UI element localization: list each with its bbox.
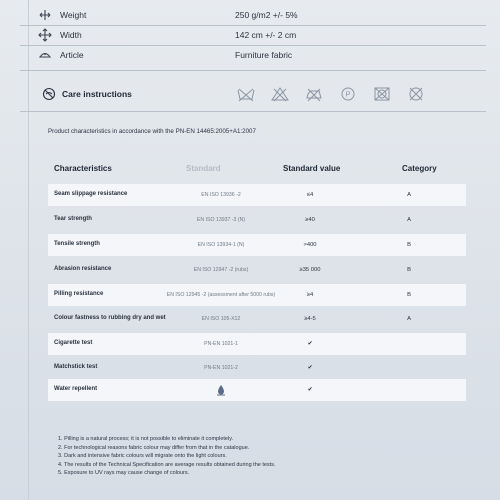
- cell-value: ✔: [307, 340, 313, 347]
- cell-value: ≤4: [306, 191, 314, 198]
- footnote: 1. Pilling is a natural process; it is not possible to eliminate it completely.: [58, 436, 234, 442]
- table-row: [48, 379, 466, 401]
- svg-text:P: P: [345, 91, 351, 99]
- cell-category: A: [407, 191, 411, 198]
- cell-standard: EN ISO 12947 -2 (rubs): [193, 266, 249, 273]
- table-row: [48, 357, 466, 379]
- cell-standard: EN ISO 13936 -2: [201, 191, 241, 198]
- cell-characteristic: Abrasion resistance: [54, 266, 112, 273]
- left-rule: [28, 0, 29, 500]
- spec-row-width: [38, 25, 488, 45]
- table-row: [48, 333, 466, 355]
- spec-value: 250 g/m2 +/- 5%: [235, 10, 298, 20]
- article-tag-icon: [38, 48, 52, 62]
- do-not-tumble-dry-icon: [372, 86, 392, 102]
- cell-standard: EN ISO 13934-1 (N): [197, 241, 245, 248]
- care-instructions-icon: [42, 87, 56, 101]
- cell-category: [374, 333, 444, 355]
- cell-characteristic: Water repellent: [54, 386, 98, 393]
- spec-label: Width: [60, 30, 82, 40]
- cell-value: ✔: [307, 364, 313, 371]
- cell-value: ≥4-5: [304, 315, 316, 322]
- footnote: 5. Exposure to UV rays may cause change of colours.: [58, 470, 190, 477]
- cell-value: ≥4: [306, 291, 314, 298]
- spec-row-weight: [38, 5, 488, 25]
- cell-characteristic: Tensile strength: [54, 241, 100, 248]
- footnote: 2. For technological reasons fabric colour may differ from that in the catalogue.: [58, 444, 250, 451]
- spec-value: Furniture fabric: [235, 50, 293, 60]
- table-row: [48, 184, 466, 206]
- header-characteristics: Characteristics: [54, 164, 112, 173]
- table-row: [48, 209, 466, 231]
- care-instructions-title: Care instructions: [62, 89, 132, 99]
- cell-characteristic: Matchstick test: [54, 364, 98, 371]
- table-row: [48, 259, 466, 281]
- cell-category: B: [407, 291, 411, 298]
- cell-category: B: [407, 241, 411, 248]
- cell-category: A: [407, 315, 411, 322]
- header-category: Category: [402, 164, 437, 173]
- spec-value: 142 cm +/- 2 cm: [235, 30, 297, 40]
- cell-standard: PN-EN 1021-1: [204, 340, 238, 347]
- spec-row-article: [38, 45, 488, 65]
- cell-value: ✔: [307, 386, 313, 393]
- footnote: 3. Dark and intensive fabric colours will migrate onto the light colours.: [58, 453, 227, 460]
- divider: [20, 70, 486, 71]
- footnotes: [58, 435, 275, 478]
- standard-reference: Product characteristics in accordance with the PN-EN 14465:2005+A1:2007: [48, 128, 256, 135]
- weight-arrows-icon: [38, 8, 52, 22]
- header-standard: Standard: [186, 164, 221, 173]
- table-row: [48, 308, 466, 330]
- do-not-iron-icon: [304, 86, 324, 102]
- table-row: [48, 234, 466, 256]
- cell-standard: [166, 379, 276, 401]
- cell-characteristic: Tear strength: [54, 216, 92, 223]
- cell-value: ≥40: [305, 216, 315, 223]
- cell-value: ≥35 000: [299, 266, 321, 273]
- cell-characteristic: Pilling resistance: [54, 291, 104, 298]
- do-not-dry-clean-icon: [406, 86, 426, 102]
- table-row: [48, 284, 466, 306]
- spec-label: Article: [60, 50, 84, 60]
- do-not-wash-icon: [236, 86, 256, 102]
- cell-characteristic: Cigarette test: [54, 340, 93, 347]
- cell-standard: EN ISO 12945 -2 (assessment after 5000 rubs): [166, 291, 276, 298]
- cell-category: [374, 357, 444, 379]
- cell-category: [374, 379, 444, 401]
- water-repellent-icon: [215, 384, 227, 396]
- header-standard-value: Standard value: [283, 164, 341, 173]
- cell-category: B: [407, 266, 411, 273]
- cell-characteristic: Seam slippage resistance: [54, 191, 128, 198]
- cell-standard: EN ISO 105-X12: [201, 315, 241, 322]
- divider: [20, 111, 486, 112]
- footnote: 4. The results of the Technical Specification are average results obtained during the tests.: [58, 461, 276, 468]
- width-crosshair-icon: [38, 28, 52, 42]
- cell-standard: EN ISO 13937 -3 (N): [196, 216, 246, 223]
- dry-clean-p-icon: [338, 86, 358, 102]
- cell-standard: PN-EN 1021-2: [204, 364, 238, 371]
- spec-label: Weight: [60, 10, 87, 20]
- cell-value: >400: [303, 241, 317, 248]
- care-icons-group: [236, 86, 426, 102]
- cell-category: A: [407, 216, 411, 223]
- cell-characteristic: Colour fastness to rubbing dry and wet: [54, 315, 166, 322]
- do-not-bleach-icon: [270, 86, 290, 102]
